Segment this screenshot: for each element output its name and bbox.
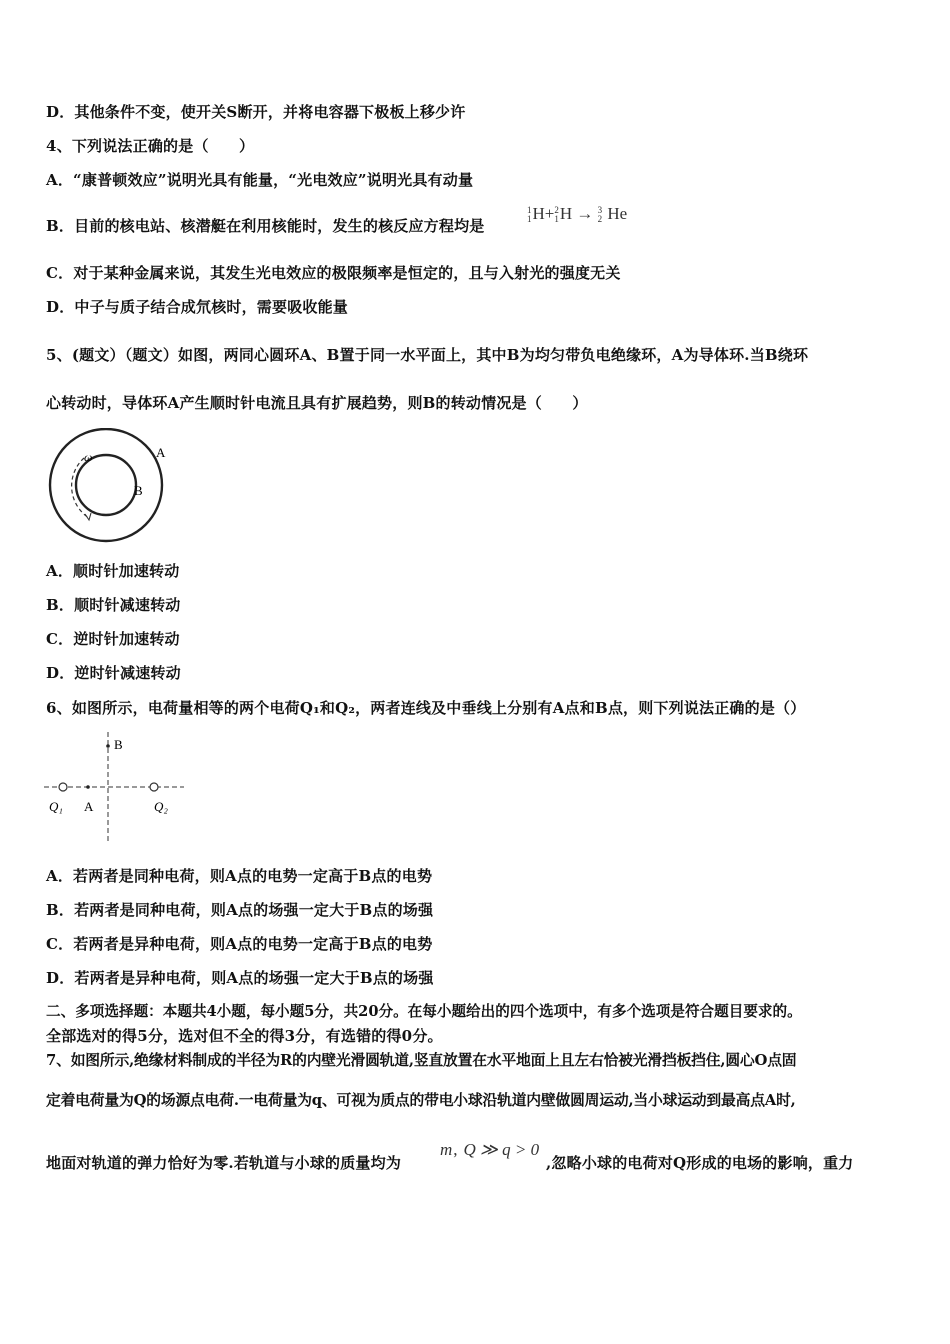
q5-option-b: B．顺时针减速转动 [46,596,181,614]
section2-heading-line2: 全部选对的得5分，选对但不全的得3分，有选错的得0分。 [46,1027,443,1045]
q6-charges-figure [44,730,189,845]
q4-option-b: B．目前的核电站、核潜艇在利用核能时，发生的核反应方程均是 [46,217,485,235]
q4-option-c: C．对于某种金属来说，其发生光电效应的极限频率是恒定的，且与入射光的强度无关 [46,264,621,282]
q5-stem-line2: 心转动时，导体环A产生顺时针电流且具有扩展趋势，则B的转动情况是（ ） [46,394,588,412]
point-a [86,785,90,789]
ring-a [50,429,162,541]
q6-option-b: B．若两者是同种电荷，则A点的场强一定大于B点的场强 [46,901,434,919]
q7-condition-formula: m, Q ≫ q > 0 [440,1140,540,1159]
q3-option-d: D．其他条件不变，使开关S断开，并将电容器下极板上移少许 [46,103,466,121]
q6-stem: 6、如图所示，电荷量相等的两个电荷Q₁和Q₂，两者连线及中垂线上分别有A点和B点，则下列说法正确的是（） [46,699,806,717]
charge-condition: Q ≫ q > 0 [463,1140,540,1159]
charge-q2 [150,783,158,791]
q4-option-a: A．“康普顿效应”说明光具有能量，“光电效应”说明光具有动量 [46,171,474,189]
q5-option-c: C．逆时针加速转动 [46,630,180,648]
label-b: B [114,737,123,752]
point-b [106,744,110,748]
ring-b [76,455,136,515]
q5-concentric-rings-figure [44,428,174,544]
q5-option-d: D．逆时针减速转动 [46,664,181,682]
label-q1: Q₁ [49,799,63,814]
omega-label: ω [84,450,93,464]
label-a: A [156,445,166,460]
q7-line3-part1: 地面对轨道的弹力恰好为零.若轨道与小球的质量均为 [46,1154,402,1172]
q6-option-d: D．若两者是异种电荷，则A点的场强一定大于B点的场强 [46,969,434,987]
section2-heading-line1: 二、多项选择题：本题共4小题，每小题5分，共20分。在每小题给出的四个选项中，有多个选项是符合题目要求的。 [46,1003,802,1020]
label-q2: Q₂ [154,799,168,814]
q6-option-a: A．若两者是同种电荷，则A点的电势一定高于B点的电势 [46,867,433,885]
label-b: B [134,483,143,498]
q7-line3-part2: ,忽略小球的电荷对Q形成的电场的影响，重力 [546,1154,854,1172]
q5-stem-line1: 5、(题文）（题文）如图，两同心圆环A、B置于同一水平面上，其中B为均匀带负电绝缘环，A为导体环.当B绕环 [46,346,809,364]
mass-symbol: m [440,1140,453,1159]
q6-option-c: C．若两者是异种电荷，则A点的电势一定高于B点的电势 [46,935,433,953]
q7-line2: 定着电荷量为Q的场源点电荷.一电荷量为q、可视为质点的带电小球沿轨道内壁做圆周运动,当小球运动到最高点A时, [46,1092,796,1109]
q4-stem: 4、下列说法正确的是（ ） [46,137,255,155]
nuclear-equation: 1 1H+2 1H → 3 2 He [527,204,628,225]
q7-line1: 7、如图所示,绝缘材料制成的半径为R的内壁光滑圆轨道,竖直放置在水平地面上且左右恰被光滑挡板挡住,圆心O点固 [46,1052,797,1069]
q5-option-a: A．顺时针加速转动 [46,562,180,580]
label-a: A [84,799,94,814]
charge-q1 [59,783,67,791]
q4-option-d: D．中子与质子结合成氘核时，需要吸收能量 [46,298,349,316]
